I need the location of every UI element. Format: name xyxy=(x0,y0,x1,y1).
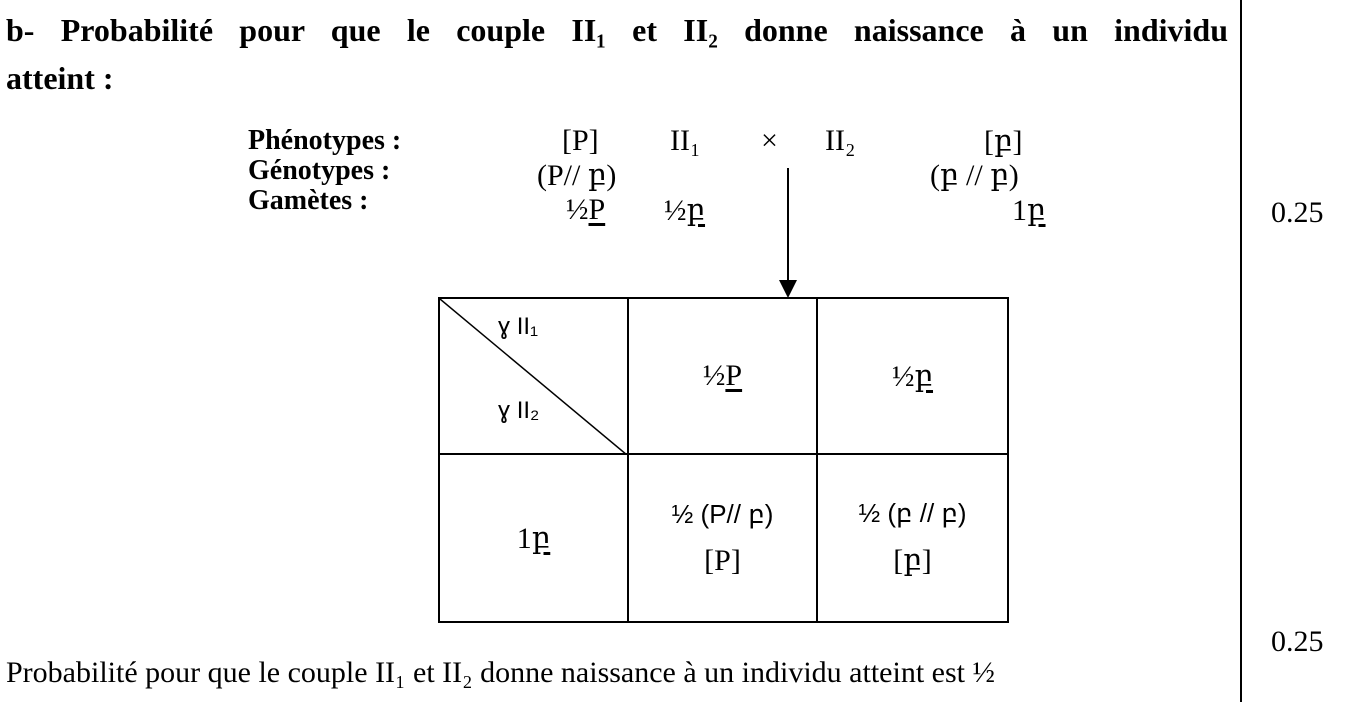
gamete-allele: բ xyxy=(686,194,706,227)
gamete-allele: բ xyxy=(1027,194,1046,227)
gamete-fraction: ½ xyxy=(664,194,687,227)
parent1-gamete-b xyxy=(664,193,705,228)
cross-arrow xyxy=(776,168,800,300)
conclusion-text: Probabilité pour que le couple II₁ et II₂ donne naissance à un individu atteint est ½ xyxy=(6,656,995,689)
gamete-fraction: ½ xyxy=(566,193,589,226)
offspring-genotype: ½ (P// բ) xyxy=(671,498,774,529)
score-1: 0.25 xyxy=(1271,196,1324,229)
punnett-col-header-1 xyxy=(628,298,817,454)
punnett-corner-cell xyxy=(439,298,628,454)
gamete-allele: P xyxy=(725,359,743,392)
parent1-name: II₁ xyxy=(670,124,701,157)
offspring-phenotype: [P] xyxy=(704,543,741,577)
parent1-genotype: (P// բ) xyxy=(537,159,617,192)
gamete-allele: P xyxy=(588,193,606,226)
punnett-row-header xyxy=(439,454,628,622)
punnett-col-header-2 xyxy=(817,298,1008,454)
punnett-square xyxy=(438,297,1009,623)
punnett-cell-2 xyxy=(817,454,1008,622)
gamete-fraction: ½ xyxy=(702,359,726,392)
section-heading-line1: b- Probabilité pour que le couple II₁ et II₂ donne naissance à un individu xyxy=(6,12,1228,48)
punnett-cell-1 xyxy=(628,454,817,622)
gamete-allele: բ xyxy=(531,521,551,555)
parent1-gamete-a xyxy=(566,193,605,227)
label-gametes: Gamètes : xyxy=(248,185,369,216)
score-2: 0.25 xyxy=(1271,625,1324,658)
cross-operator: × xyxy=(761,124,778,157)
parent2-genotype: (բ // բ) xyxy=(930,159,1019,192)
corner-label-ii1: ɣ II₁ xyxy=(498,313,539,340)
gamete-allele: բ xyxy=(914,359,934,393)
parent2-gamete xyxy=(1012,193,1046,228)
label-phenotypes: Phénotypes : xyxy=(248,125,402,156)
section-heading-line2: atteint : xyxy=(6,60,114,96)
gamete-fraction: 1 xyxy=(516,521,532,555)
margin-divider xyxy=(1240,0,1242,702)
label-genotypes: Génotypes : xyxy=(248,155,391,186)
gamete-fraction: 1 xyxy=(1012,194,1027,227)
offspring-genotype: ½ (բ // բ) xyxy=(858,498,967,528)
parent2-phenotype: [բ] xyxy=(984,125,1023,158)
parent1-phenotype: [P] xyxy=(562,124,599,157)
gamete-fraction: ½ xyxy=(891,359,915,393)
corner-label-ii2: ɣ II₂ xyxy=(498,397,540,424)
parent2-name: II₂ xyxy=(825,124,856,157)
offspring-phenotype: [բ] xyxy=(893,544,932,577)
